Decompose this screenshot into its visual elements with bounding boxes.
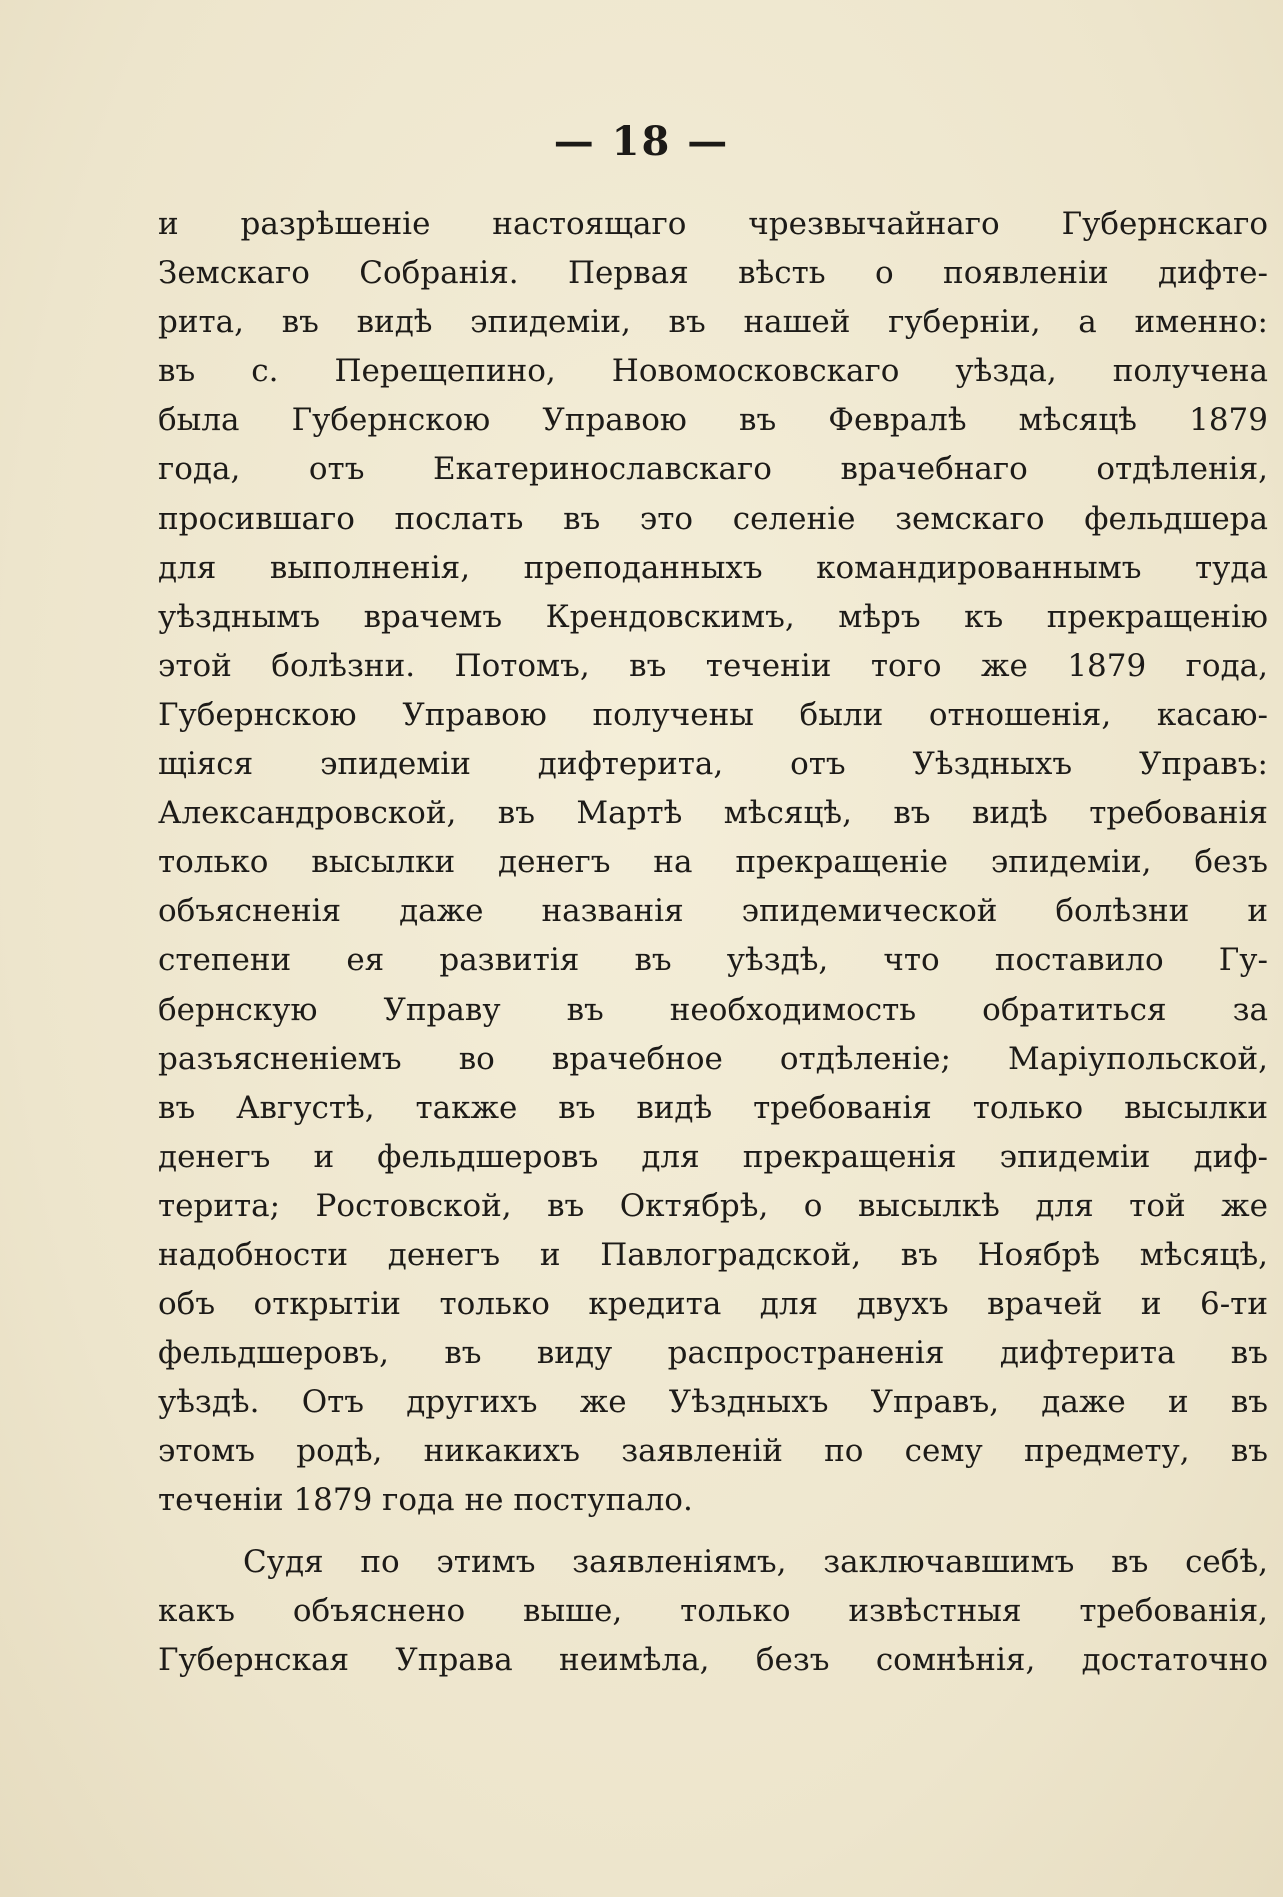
text-line: въ с. Перещепино, Новомосковскаго уѣзда, получена xyxy=(158,353,1268,390)
text-line: Губернская Управа неимѣла, безъ сомнѣнія, достаточно xyxy=(158,1641,1268,1678)
text-line: этомъ родѣ, никакихъ заявленій по сему предмету, въ xyxy=(158,1433,1268,1470)
text-line: этой болѣзни. Потомъ, въ теченіи того же 1879 года, xyxy=(158,647,1268,684)
text-line: денегъ и фельдшеровъ для прекращенія эпидеміи диф- xyxy=(158,1138,1268,1175)
text-line: степени ея развитія въ уѣздѣ, что поставило Гу- xyxy=(158,942,1268,979)
text-line: уѣзднымъ врачемъ Крендовскимъ, мѣръ къ прекращенію xyxy=(158,598,1268,635)
text-line: надобности денегъ и Павлоградской, въ Ноябрѣ мѣсяцѣ, xyxy=(158,1236,1268,1273)
paragraph-2 xyxy=(158,1538,1268,1685)
text-line: разъясненіемъ во врачебное отдѣленіе; Маріупольской, xyxy=(158,1040,1268,1077)
text-line: бернскую Управу въ необходимость обратиться за xyxy=(158,991,1268,1028)
text-line: для выполненія, преподанныхъ командированнымъ туда xyxy=(158,549,1268,586)
text-line: уѣздѣ. Отъ другихъ же Уѣздныхъ Управъ, даже и въ xyxy=(158,1384,1268,1421)
text-line: теченіи 1879 года не поступало. xyxy=(158,1482,693,1519)
paragraph-gap xyxy=(158,1526,1268,1538)
text-line: въ Августѣ, также въ видѣ требованія только высылки xyxy=(158,1089,1268,1126)
text-line: была Губернскою Управою въ Февралѣ мѣсяцѣ 1879 xyxy=(158,402,1268,439)
text-line: объясненія даже названія эпидемической болѣзни и xyxy=(158,893,1268,930)
text-line: какъ объяснено выше, только извѣстныя требованія, xyxy=(158,1592,1268,1629)
text-line: просившаго послать въ это селеніе земскаго фельдшера xyxy=(158,500,1268,537)
paragraph-1 xyxy=(158,200,1268,1526)
body-text xyxy=(158,200,1268,1685)
text-line: щіяся эпидеміи дифтерита, отъ Уѣздныхъ Управъ: xyxy=(158,746,1268,783)
text-line: объ открытіи только кредита для двухъ врачей и 6-ти xyxy=(158,1286,1268,1323)
page-number: — 18 — xyxy=(553,118,730,165)
text-line: Судя по этимъ заявленіямъ, заключавшимъ въ себѣ, xyxy=(243,1543,1268,1580)
text-line: только высылки денегъ на прекращеніе эпидеміи, безъ xyxy=(158,844,1268,881)
text-line: и разрѣшеніе настоящаго чрезвычайнаго Губернскаго xyxy=(158,206,1268,242)
text-line: Александровской, въ Мартѣ мѣсяцѣ, въ видѣ требованія xyxy=(158,795,1268,832)
text-line: терита; Ростовской, въ Октябрѣ, о высылкѣ для той же xyxy=(158,1187,1268,1224)
text-line: года, отъ Екатеринославскаго врачебнаго отдѣленія, xyxy=(158,451,1268,488)
text-line: рита, въ видѣ эпидеміи, въ нашей губерніи, а именно: xyxy=(158,304,1268,341)
text-line: фельдшеровъ, въ виду распространенія дифтерита въ xyxy=(158,1335,1268,1372)
text-line: Земскаго Собранія. Первая вѣсть о появленіи дифте- xyxy=(158,255,1268,292)
text-line: Губернскою Управою получены были отношенія, касаю- xyxy=(158,696,1268,733)
